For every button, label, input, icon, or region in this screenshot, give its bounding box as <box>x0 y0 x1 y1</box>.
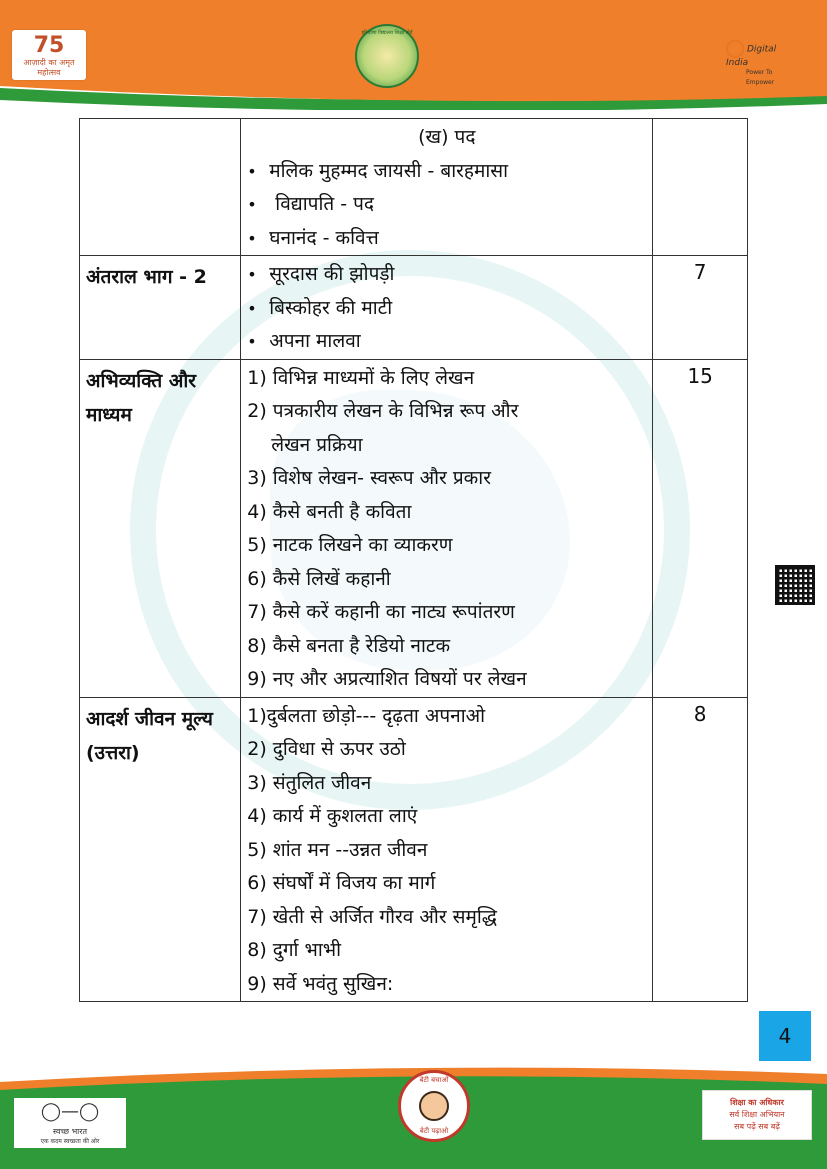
digital-india-logo <box>726 40 798 86</box>
section-cell <box>80 119 241 256</box>
logo-azadi-text: आज़ादी का अमृत महोत्सव <box>23 58 75 77</box>
topic-item: 2) पत्रकारीय लेखन के विभिन्न रूप और <box>247 400 519 422</box>
board-emblem-label: हरियाणा विद्यालय शिक्षा बोर्ड <box>361 30 413 36</box>
rte-logo <box>702 1090 812 1140</box>
topic-item: 5) शांत मन --उन्नत जीवन <box>247 838 428 861</box>
page-header <box>0 0 827 110</box>
topic-item: 7) कैसे करें कहानी का नाट्य रूपांतरण <box>247 601 515 623</box>
topic-item: 7) खेती से अर्जित गौरव और समृद्धि <box>247 905 497 928</box>
topic-item: • मलिक मुहम्मद जायसी - बारहमासा <box>247 155 646 189</box>
syllabus-table <box>79 118 748 1002</box>
topic-item: 9) नए और अप्रत्याशित विषयों पर लेखन <box>247 668 527 690</box>
topic-item: 4) कार्य में कुशलता लाएं <box>247 805 418 827</box>
table-row <box>80 697 748 1002</box>
azadi-amrit-mahotsav-logo <box>12 30 86 80</box>
topic-item: • अपना मालवा <box>247 325 646 359</box>
topic-item: 3) विशेष लेखन- स्वरूप और प्रकार <box>247 467 491 489</box>
topics-cell <box>241 359 653 697</box>
digital-india-tagline: Power To Empower <box>746 69 775 86</box>
swachh-text: स्वच्छ <box>52 1127 70 1136</box>
topic-item: • बिस्कोहर की माटी <box>247 292 646 326</box>
marks-cell <box>653 119 748 256</box>
beti-padhao-text: बेटी पढ़ाओ <box>419 1127 449 1135</box>
digital-india-text: Digital India <box>726 44 777 68</box>
topic-item: 8) कैसे बनता है रेडियो नाटक <box>247 634 451 657</box>
topic-item: 8) दुर्गा भाभी <box>247 939 342 961</box>
topic-item: 9) सर्वे भवंतु सुखिन: <box>247 972 394 995</box>
section-cell: आदर्श जीवन मूल्य (उत्तरा) <box>80 697 241 1002</box>
logo-75-number: 75 <box>33 33 65 58</box>
marks-cell: 8 <box>653 697 748 1002</box>
page-footer <box>0 1060 827 1169</box>
topic-item: 2) दुविधा से ऊपर उठो <box>247 738 406 760</box>
topic-item: • घनानंद - कवित्त <box>247 222 646 256</box>
rte-title: शिक्षा का अधिकार <box>730 1098 784 1107</box>
glasses-icon: ◯—◯ <box>40 1101 100 1122</box>
topic-item: 3) संतुलित जीवन <box>247 771 372 794</box>
topics-cell <box>241 697 653 1002</box>
topic-item: • सूरदास की झोपड़ी <box>247 258 646 292</box>
topic-item: 1) विभिन्न माध्यमों के लिए लेखन <box>247 366 475 389</box>
topic-item: • विद्यापति - पद <box>247 188 646 222</box>
topic-item: 4) कैसे बनती है कविता <box>247 500 412 523</box>
topics-cell <box>241 256 653 360</box>
topic-item: 1)दुर्बलता छोड़ो--- दृढ़ता अपनाओ <box>247 704 486 727</box>
bharat-text: भारत <box>71 1127 88 1136</box>
syllabus-table-body <box>80 119 748 1002</box>
digital-india-mark-icon <box>726 40 744 58</box>
marks-cell: 15 <box>653 359 748 697</box>
rte-line-2: सब पढ़ें सब बढ़ें <box>734 1122 780 1131</box>
topic-item: लेखन प्रक्रिया <box>271 433 363 456</box>
table-row <box>80 256 748 360</box>
rte-line-1: सर्व शिक्षा अभियान <box>729 1110 785 1119</box>
section-cell: अभिव्यक्ति और माध्यम <box>80 359 241 697</box>
topic-heading: (ख) पद <box>418 126 476 148</box>
beti-bachao-logo <box>398 1070 470 1142</box>
section-cell: अंतराल भाग - 2 <box>80 256 241 360</box>
qr-code-icon <box>775 565 815 605</box>
page-number: 4 <box>759 1011 811 1061</box>
table-row <box>80 359 748 697</box>
topics-cell <box>241 119 653 256</box>
topic-item: 5) नाटक लिखने का व्याकरण <box>247 534 453 556</box>
topic-item: 6) संघर्षों में विजय का मार्ग <box>247 872 436 894</box>
table-row <box>80 119 748 256</box>
topic-item: 6) कैसे लिखें कहानी <box>247 567 391 590</box>
girl-face-icon <box>419 1091 449 1121</box>
swachh-tagline: एक कदम स्वच्छता की ओर <box>40 1138 100 1145</box>
swachh-bharat-logo <box>14 1098 126 1148</box>
marks-cell: 7 <box>653 256 748 360</box>
board-emblem-logo <box>355 24 419 88</box>
beti-bachao-text: बेटी बचाओ <box>419 1076 449 1084</box>
